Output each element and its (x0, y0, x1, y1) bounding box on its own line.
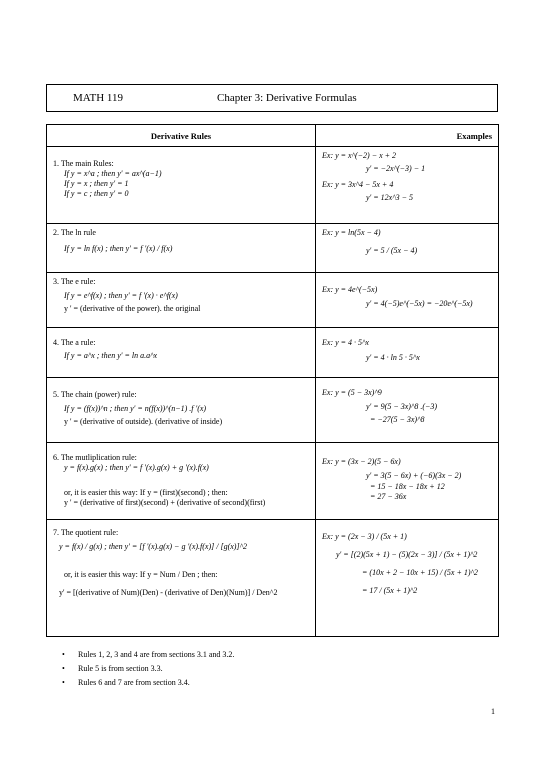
rule-text: y ' = (derivative of first)(second) + (derivative of second)(first) (64, 498, 266, 507)
rule-text: y' = [(derivative of Num)(Den) - (derivative of Den)(Num)] / Den^2 (59, 588, 278, 597)
notes-list (62, 648, 234, 690)
rule-text: If y = a^x ; then y' = ln a.a^x (64, 351, 158, 360)
table-header-row (47, 125, 499, 147)
page-number: 1 (491, 707, 495, 716)
examples-column-header: Examples (316, 125, 499, 147)
example-cell (316, 147, 499, 224)
rule-title: 7. The quotient rule: (53, 528, 119, 537)
example-line: y' = −2x^(−3) − 1 (366, 164, 426, 173)
example-line: y' = [(2)(5x + 1) − (5)(2x − 3)] / (5x + 1)^2 (336, 550, 478, 559)
table-row (47, 224, 499, 273)
example-line: y' = 4 · ln 5 · 5^x (366, 353, 420, 362)
rule-cell (47, 147, 316, 224)
list-item: • Rules 6 and 7 are from section 3.4. (62, 676, 234, 690)
rules-column-header: Derivative Rules (47, 125, 316, 147)
rule-cell (47, 224, 316, 273)
example-line: Ex: y = x^(−2) − x + 2 (322, 151, 397, 160)
table-row (47, 147, 499, 224)
page-header (46, 84, 498, 112)
rule-cell (47, 378, 316, 443)
rule-cell (47, 273, 316, 328)
rule-title: 1. The main Rules: (53, 159, 114, 168)
example-cell (316, 224, 499, 273)
table-row (47, 520, 499, 637)
rule-text: If y = ln f(x) ; then y' = f '(x) / f(x) (64, 244, 173, 253)
example-line: Ex: y = 4e^(−5x) (322, 285, 378, 294)
list-item: • Rule 5 is from section 3.3. (62, 662, 234, 676)
rule-text: If y = x ; then y' = 1 (64, 179, 129, 188)
rule-title: 2. The ln rule (53, 228, 96, 237)
chapter-title: Chapter 3: Derivative Formulas (217, 92, 357, 104)
example-line: Ex: y = (3x − 2)(5 − 6x) (322, 457, 401, 466)
rule-text: y = f(x) / g(x) ; then y' = [f '(x).g(x) − g '(x).f(x)] / [g(x)]^2 (59, 542, 247, 551)
rule-text: y ' = (derivative of the power). the original (64, 304, 201, 313)
example-line: Ex: y = 3x^4 − 5x + 4 (322, 180, 394, 189)
example-cell (316, 273, 499, 328)
example-cell (316, 520, 499, 637)
course-title: MATH 119 (73, 92, 124, 104)
example-line: = 17 / (5x + 1)^2 (362, 586, 418, 595)
rule-text: If y = (f(x))^n ; then y' = n(f(x))^(n−1) .f '(x) (64, 404, 207, 413)
example-cell (316, 378, 499, 443)
example-line: Ex: y = (5 − 3x)^9 (322, 388, 382, 397)
rule-text: If y = x^a ; then y' = ax^(a−1) (64, 169, 162, 178)
example-line: = 15 − 18x − 18x + 12 (370, 482, 445, 491)
example-line: Ex: y = 4 · 5^x (322, 338, 369, 347)
example-line: y' = 5 / (5x − 4) (366, 246, 418, 255)
derivative-rules-table (46, 124, 499, 637)
rule-cell (47, 443, 316, 520)
example-line: = −27(5 − 3x)^8 (370, 415, 425, 424)
example-cell (316, 443, 499, 520)
rule-text: or, it is easier this way: If y = (first)(second) ; then: (64, 488, 228, 497)
rule-cell (47, 328, 316, 378)
rule-title: 4. The a rule: (53, 338, 96, 347)
example-cell (316, 328, 499, 378)
table-row (47, 273, 499, 328)
rule-cell (47, 520, 316, 637)
list-item: • Rules 1, 2, 3 and 4 are from sections 3.1 and 3.2. (62, 648, 234, 662)
example-line: Ex: y = (2x − 3) / (5x + 1) (322, 532, 407, 541)
example-line: = 27 − 36x (370, 492, 407, 501)
example-line: y' = 3(5 − 6x) + (−6)(3x − 2) (366, 471, 462, 480)
example-line: y' = 9(5 − 3x)^8 .(−3) (366, 402, 438, 411)
table-row (47, 443, 499, 520)
table-row (47, 328, 499, 378)
example-line: y' = 12x^3 − 5 (366, 193, 413, 202)
rule-text: y = f(x).g(x) ; then y' = f '(x).g(x) + g '(x).f(x) (64, 463, 209, 472)
rule-text: y ' = (derivative of outside). (derivative of inside) (64, 417, 223, 426)
rule-title: 3. The e rule: (53, 277, 96, 286)
rule-text: If y = e^f(x) ; then y' = f '(x) · e^f(x) (64, 291, 178, 300)
rule-text: If y = c ; then y' = 0 (64, 189, 129, 198)
example-line: = (10x + 2 − 10x + 15) / (5x + 1)^2 (362, 568, 478, 577)
example-line: y' = 4(−5)e^(−5x) = −20e^(−5x) (366, 299, 473, 308)
rule-text: or, it is easier this way: If y = Num / Den ; then: (64, 570, 218, 579)
rule-title: 6. The mutliplication rule: (53, 453, 137, 462)
table-row (47, 378, 499, 443)
rule-title: 5. The chain (power) rule: (53, 390, 137, 399)
example-line: Ex: y = ln(5x − 4) (322, 228, 381, 237)
